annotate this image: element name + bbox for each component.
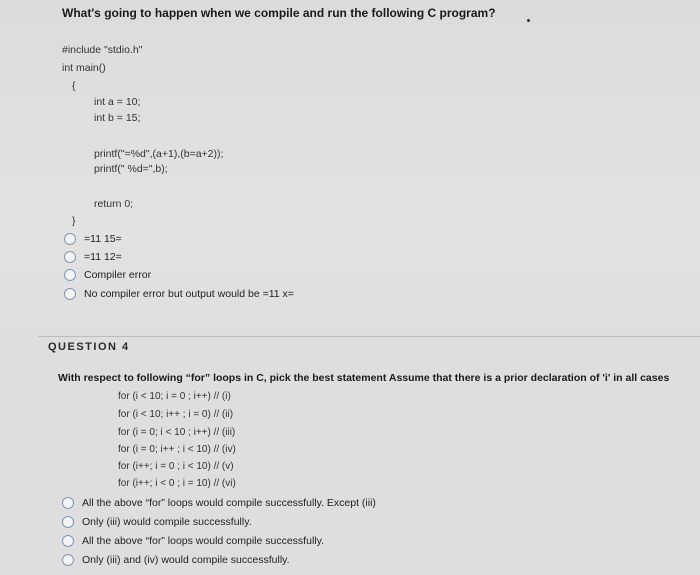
loop-statement-3: for (i = 0; i < 10 ; i++) // (iii) [118,427,236,438]
q3-option-1-label: =11 15= [84,233,122,245]
q3-option-1[interactable] [64,233,122,245]
code-decl-a: int a = 10; [94,96,141,108]
q4-option-1-label: All the above “for” loops would compile successfully. Except (iii) [82,497,376,509]
code-main: int main() [62,62,106,74]
radio-button-icon[interactable] [64,288,76,300]
loop-statement-5: for (i++; i = 0 ; i < 10) // (v) [118,461,234,472]
radio-button-icon[interactable] [62,516,74,528]
loop-statement-4: for (i = 0; i++ ; i < 10) // (iv) [118,444,236,455]
q4-option-4[interactable] [62,554,290,566]
question-3-title: What's going to happen when we compile and run the following C program? [62,6,496,20]
q3-option-4[interactable] [64,288,294,300]
q4-option-2[interactable] [62,516,252,528]
code-include: #include "stdio.h" [62,44,143,56]
q4-option-3-label: All the above “for” loops would compile successfully. [82,535,324,547]
loop-statement-2: for (i < 10; i++ ; i = 0) // (ii) [118,409,234,420]
code-printf-1: printf("=%d",(a+1),(b=a+2)); [94,148,224,160]
q4-option-4-label: Only (iii) and (iv) would compile successfully. [82,554,290,566]
radio-button-icon[interactable] [64,233,76,245]
code-close-brace: } [72,215,76,227]
question-4-prompt: With respect to following “for” loops in C, pick the best statement Assume that there is a prior declaration of 'i' in all cases [58,372,670,384]
radio-button-icon[interactable] [62,535,74,547]
code-printf-2: printf(" %d=",b); [94,163,168,175]
q3-option-3-label: Compiler error [84,269,152,281]
loop-statement-1: for (i < 10; i = 0 ; i++) // (i) [118,391,231,402]
radio-button-icon[interactable] [62,554,74,566]
q4-option-3[interactable] [62,535,324,547]
loop-statement-6: for (i++; i < 0 ; i = 10) // (vi) [118,478,236,489]
stray-dot [527,19,530,22]
q3-option-4-label: No compiler error but output would be =11 x= [84,288,294,300]
code-open-brace: { [72,80,76,92]
radio-button-icon[interactable] [64,269,76,281]
radio-button-icon[interactable] [64,251,76,263]
code-return: return 0; [94,198,134,210]
question-4-header: QUESTION 4 [48,341,130,353]
code-decl-b: int b = 15; [94,112,141,124]
q3-option-3[interactable] [64,269,151,281]
section-divider [38,336,700,337]
q4-option-1[interactable] [62,497,376,509]
q4-option-2-label: Only (iii) would compile successfully. [82,516,252,528]
q3-option-2-label: =11 12= [84,251,122,263]
radio-button-icon[interactable] [62,497,74,509]
q3-option-2[interactable] [64,251,122,263]
